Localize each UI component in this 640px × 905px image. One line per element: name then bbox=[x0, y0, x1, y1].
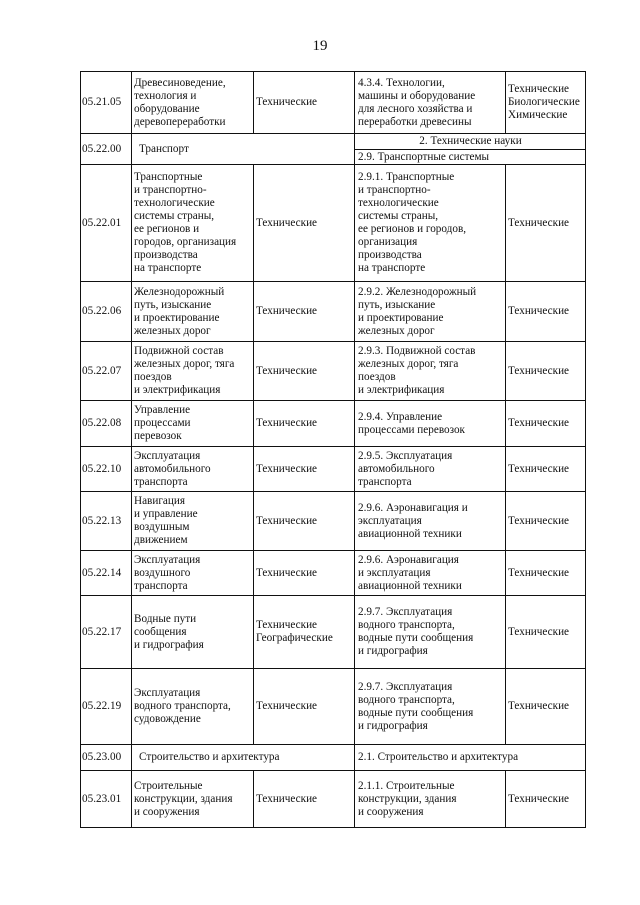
table-row bbox=[81, 669, 586, 745]
table-row bbox=[81, 282, 586, 342]
specialty-name: Эксплуатация воздушного транспорта bbox=[132, 551, 254, 596]
specialty-code: 05.22.17 bbox=[81, 596, 132, 669]
new-science-branch: Технические bbox=[506, 669, 586, 745]
section-code: 05.23.00 bbox=[81, 745, 132, 771]
table-row bbox=[81, 401, 586, 447]
science-branch: Технические bbox=[254, 492, 355, 551]
new-science-branch: Технические bbox=[506, 447, 586, 492]
specialty-name: Транспортные и транспортно- технологические системы страны, ее регионов и городов, организация производства на транспорте bbox=[132, 165, 254, 282]
new-specialty: 4.3.4. Технологии, машины и оборудование для лесного хозяйства и переработки древесины bbox=[355, 72, 506, 134]
specialty-name: Подвижной состав железных дорог, тяга поездов и электрификация bbox=[132, 342, 254, 401]
table-row bbox=[81, 447, 586, 492]
section-group: 2. Технические науки bbox=[355, 134, 586, 150]
new-science-branch: Технические bbox=[506, 282, 586, 342]
new-specialty: 2.9.7. Эксплуатация водного транспорта, водные пути сообщения и гидрография bbox=[355, 596, 506, 669]
specialty-name: Навигация и управление воздушным движением bbox=[132, 492, 254, 551]
specialty-name: Древесиноведение, технология и оборудование деревопереработки bbox=[132, 72, 254, 134]
section-title: Строительство и архитектура bbox=[132, 745, 355, 771]
science-branch: Технические bbox=[254, 342, 355, 401]
specialty-code: 05.22.14 bbox=[81, 551, 132, 596]
table-row bbox=[81, 165, 586, 282]
new-specialty: 2.9.3. Подвижной состав железных дорог, тяга поездов и электрификация bbox=[355, 342, 506, 401]
specialty-code: 05.22.08 bbox=[81, 401, 132, 447]
table-row bbox=[81, 492, 586, 551]
specialty-code: 05.22.10 bbox=[81, 447, 132, 492]
specialty-name: Водные пути сообщения и гидрография bbox=[132, 596, 254, 669]
new-science-branch: Технические bbox=[506, 596, 586, 669]
specialty-code: 05.22.13 bbox=[81, 492, 132, 551]
specialty-name: Эксплуатация водного транспорта, судовождение bbox=[132, 669, 254, 745]
specialty-code: 05.22.19 bbox=[81, 669, 132, 745]
new-science-branch: Технические bbox=[506, 492, 586, 551]
new-specialty: 2.9.6. Аэронавигация и эксплуатация авиационной техники bbox=[355, 492, 506, 551]
new-specialty: 2.1.1. Строительные конструкции, здания и сооружения bbox=[355, 771, 506, 828]
page-number: 19 bbox=[312, 38, 328, 54]
section-row bbox=[81, 745, 586, 771]
table-row bbox=[81, 72, 586, 134]
new-specialty: 2.9.1. Транспортные и транспортно- технологические системы страны, ее регионов и городов, организация производства на транспорте bbox=[355, 165, 506, 282]
science-branch: Технические bbox=[254, 401, 355, 447]
section-code: 05.22.00 bbox=[81, 134, 132, 165]
new-specialty: 2.9.2. Железнодорожный путь, изыскание и проектирование железных дорог bbox=[355, 282, 506, 342]
specialties-table bbox=[80, 71, 586, 828]
new-science-branch: Технические bbox=[506, 551, 586, 596]
specialty-name: Железнодорожный путь, изыскание и проектирование железных дорог bbox=[132, 282, 254, 342]
table-row bbox=[81, 342, 586, 401]
specialty-name: Эксплуатация автомобильного транспорта bbox=[132, 447, 254, 492]
science-branch: Технические Географические bbox=[254, 596, 355, 669]
new-specialty: 2.9.4. Управление процессами перевозок bbox=[355, 401, 506, 447]
specialty-code: 05.22.01 bbox=[81, 165, 132, 282]
specialty-name: Строительные конструкции, здания и сооружения bbox=[132, 771, 254, 828]
new-specialty: 2.9.6. Аэронавигация и эксплуатация авиационной техники bbox=[355, 551, 506, 596]
new-specialty: 2.9.5. Эксплуатация автомобильного транспорта bbox=[355, 447, 506, 492]
science-branch: Технические bbox=[254, 165, 355, 282]
table-row bbox=[81, 551, 586, 596]
science-branch: Технические bbox=[254, 771, 355, 828]
specialty-code: 05.21.05 bbox=[81, 72, 132, 134]
science-branch: Технические bbox=[254, 72, 355, 134]
specialty-name: Управление процессами перевозок bbox=[132, 401, 254, 447]
specialty-code: 05.22.06 bbox=[81, 282, 132, 342]
new-science-branch: Технические Биологические Химические bbox=[506, 72, 586, 134]
new-science-branch: Технические bbox=[506, 342, 586, 401]
science-branch: Технические bbox=[254, 669, 355, 745]
specialty-code: 05.23.01 bbox=[81, 771, 132, 828]
science-branch: Технические bbox=[254, 447, 355, 492]
section-group: 2.1. Строительство и архитектура bbox=[355, 745, 586, 771]
section-row bbox=[81, 134, 586, 150]
new-science-branch: Технические bbox=[506, 401, 586, 447]
table-row bbox=[81, 771, 586, 828]
section-subgroup: 2.9. Транспортные системы bbox=[355, 150, 586, 165]
science-branch: Технические bbox=[254, 282, 355, 342]
science-branch: Технические bbox=[254, 551, 355, 596]
new-science-branch: Технические bbox=[506, 771, 586, 828]
table-row bbox=[81, 596, 586, 669]
new-specialty: 2.9.7. Эксплуатация водного транспорта, водные пути сообщения и гидрография bbox=[355, 669, 506, 745]
section-title: Транспорт bbox=[132, 134, 355, 165]
specialty-code: 05.22.07 bbox=[81, 342, 132, 401]
new-science-branch: Технические bbox=[506, 165, 586, 282]
